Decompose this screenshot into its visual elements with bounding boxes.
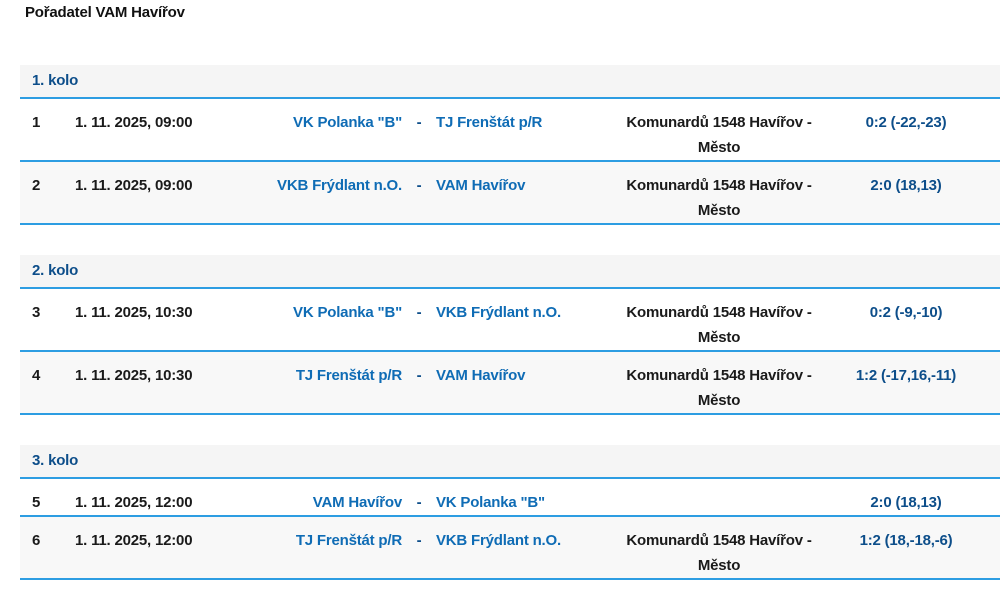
score: 2:0 (18,13) <box>870 494 942 511</box>
round-label: 1. kolo <box>32 72 79 89</box>
round-header <box>20 445 1000 479</box>
round-section-1 <box>20 65 1000 225</box>
away-team-link[interactable]: VKB Frýdlant n.O. <box>436 532 561 549</box>
match-row <box>20 99 1000 162</box>
round-matches <box>20 289 1000 415</box>
vs-dash: - <box>416 367 422 384</box>
round-header <box>20 65 1000 99</box>
score: 1:2 (-17,16,-11) <box>855 367 957 384</box>
score: 0:2 (-22,-23) <box>865 114 947 131</box>
match-datetime: 1. 11. 2025, 12:00 <box>75 532 193 549</box>
match-row <box>20 479 1000 517</box>
home-team-link[interactable]: VK Polanka "B" <box>293 114 402 131</box>
round-section-3 <box>20 445 1000 580</box>
rounds-container <box>20 65 1000 580</box>
home-team-link[interactable]: TJ Frenštát p/R <box>295 367 402 384</box>
home-team-link[interactable]: VK Polanka "B" <box>293 304 402 321</box>
home-team-link[interactable]: TJ Frenštát p/R <box>295 532 402 549</box>
round-header <box>20 255 1000 289</box>
match-datetime: 1. 11. 2025, 12:00 <box>75 494 193 511</box>
vs-dash: - <box>416 532 422 549</box>
match-number: 6 <box>32 532 41 549</box>
vs-dash: - <box>416 114 422 131</box>
score: 2:0 (18,13) <box>870 177 942 194</box>
round-matches <box>20 479 1000 580</box>
venue: Komunardů 1548 Havířov - Město <box>626 177 812 219</box>
vs-dash: - <box>416 177 422 194</box>
match-row <box>20 352 1000 415</box>
match-number: 1 <box>32 114 41 131</box>
match-datetime: 1. 11. 2025, 10:30 <box>75 367 193 384</box>
match-number: 3 <box>32 304 41 321</box>
vs-dash: - <box>416 304 422 321</box>
round-label: 2. kolo <box>32 262 79 279</box>
match-schedule-page <box>0 4 1000 580</box>
venue: Komunardů 1548 Havířov - Město <box>626 114 812 156</box>
page-title: Pořadatel VAM Havířov <box>25 4 185 21</box>
round-matches <box>20 99 1000 225</box>
round-section-2 <box>20 255 1000 415</box>
away-team-link[interactable]: TJ Frenštát p/R <box>436 114 543 131</box>
venue: Komunardů 1548 Havířov - Město <box>626 532 812 574</box>
home-team-link[interactable]: VKB Frýdlant n.O. <box>277 177 402 194</box>
match-row <box>20 162 1000 225</box>
venue: Komunardů 1548 Havířov - Město <box>626 304 812 346</box>
match-number: 5 <box>32 494 41 511</box>
vs-dash: - <box>416 494 422 511</box>
round-label: 3. kolo <box>32 452 79 469</box>
match-number: 2 <box>32 177 41 194</box>
home-team-link[interactable]: VAM Havířov <box>312 494 402 511</box>
match-number: 4 <box>32 367 41 384</box>
away-team-link[interactable]: VAM Havířov <box>436 177 526 194</box>
match-datetime: 1. 11. 2025, 09:00 <box>75 177 193 194</box>
match-row <box>20 289 1000 352</box>
away-team-link[interactable]: VKB Frýdlant n.O. <box>436 304 561 321</box>
away-team-link[interactable]: VAM Havířov <box>436 367 526 384</box>
score: 1:2 (18,-18,-6) <box>859 532 953 549</box>
match-datetime: 1. 11. 2025, 10:30 <box>75 304 193 321</box>
away-team-link[interactable]: VK Polanka "B" <box>436 494 545 511</box>
match-datetime: 1. 11. 2025, 09:00 <box>75 114 193 131</box>
match-row <box>20 517 1000 580</box>
venue: Komunardů 1548 Havířov - Město <box>626 367 812 409</box>
score: 0:2 (-9,-10) <box>869 304 943 321</box>
